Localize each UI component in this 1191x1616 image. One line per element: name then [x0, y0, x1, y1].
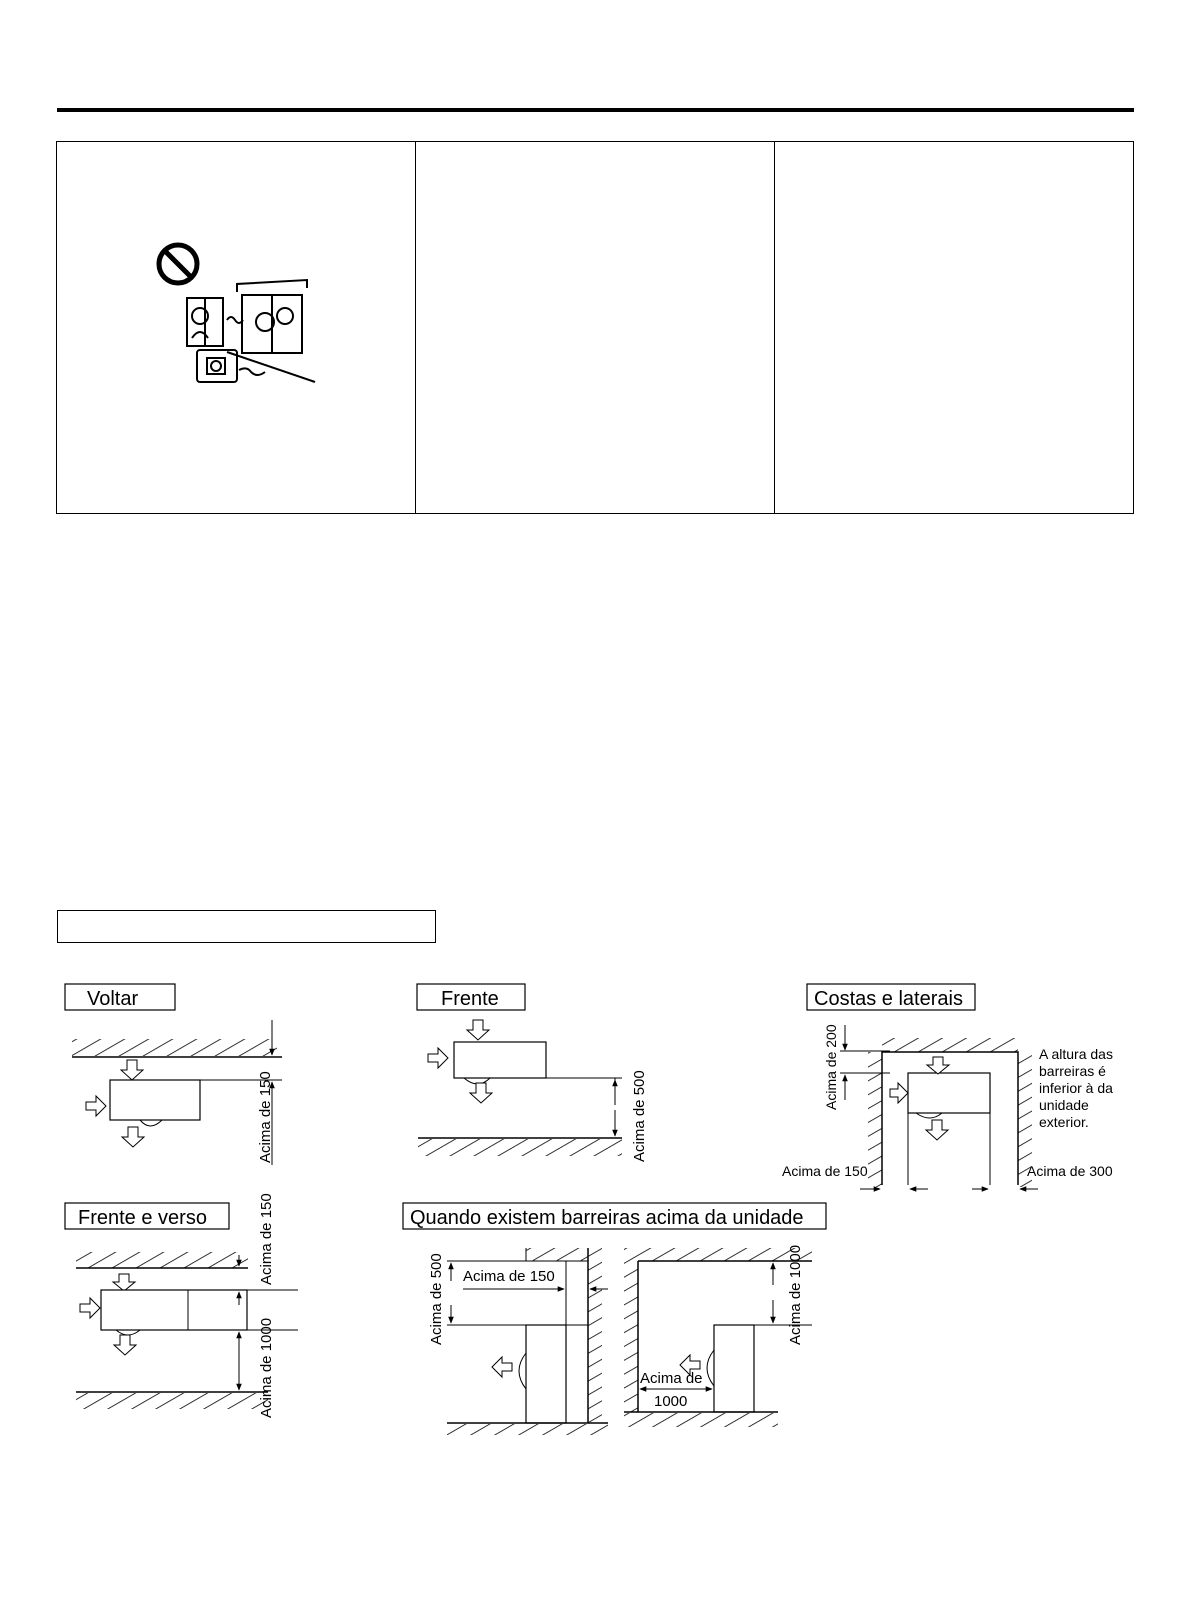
front-back-outdoor-unit [101, 1290, 247, 1330]
back-outdoor-unit [110, 1080, 200, 1120]
back-sides-title: Costas e laterais [814, 988, 963, 1010]
back-sides-note: A altura das barreiras é inferior à da unidade exterior. [1039, 1046, 1113, 1130]
barriers-right-clearance-front-2: 1000 [654, 1393, 688, 1410]
diagram-barriers-above [403, 1203, 826, 1435]
back-sides-airflow-down-icon [927, 1057, 949, 1074]
diagram-back-and-sides [782, 984, 1117, 1189]
airflow-down-icon [121, 1060, 143, 1080]
barriers-left-outdoor-unit [526, 1325, 566, 1423]
back-sides-airflow-out-icon [926, 1120, 948, 1140]
front-back-title: Frente e verso [78, 1207, 207, 1229]
warning-cell-3 [774, 142, 1133, 513]
front-airflow-in-icon [428, 1048, 448, 1068]
barriers-left-clearance-height: Acima de 500 [428, 1253, 445, 1345]
back-sides-clearance-left: Acima de 150 [782, 1163, 868, 1179]
barriers-right-clearance-front-1: Acima de [640, 1370, 703, 1387]
prohibition-icon [159, 245, 197, 283]
barriers-left-clearance-wall: Acima de 150 [463, 1268, 555, 1285]
barriers-right-clearance-height: Acima de 1000 [787, 1244, 804, 1345]
airflow-in-icon [86, 1096, 106, 1116]
front-airflow-out-icon [470, 1083, 492, 1103]
neighbor-window-icon [187, 280, 315, 382]
airflow-out-icon [122, 1127, 144, 1147]
back-sides-airflow-in-icon [890, 1083, 908, 1103]
front-back-clearance-top: Acima de 150 [258, 1193, 275, 1285]
front-clearance: Acima de 500 [631, 1070, 648, 1162]
diagram-front-and-back [65, 1193, 298, 1418]
back-sides-clearance-top: Acima de 200 [823, 1024, 839, 1110]
barriers-left-airflow-icon [492, 1357, 512, 1377]
front-back-clearance-bottom: Acima de 1000 [258, 1317, 275, 1418]
front-back-airflow-down-icon [113, 1274, 135, 1291]
front-outdoor-unit [454, 1042, 546, 1078]
no-noise-illustration [147, 240, 347, 410]
barriers-title: Quando existem barreiras acima da unidade [410, 1207, 804, 1229]
diagram-back [65, 984, 282, 1165]
back-clearance-top: Acima de 150 [257, 1071, 274, 1163]
front-back-airflow-in-icon [80, 1298, 100, 1318]
front-title: Frente [441, 988, 499, 1010]
front-airflow-down-icon [467, 1020, 489, 1040]
warning-cell-2 [415, 142, 774, 513]
back-title: Voltar [87, 988, 139, 1010]
header-rule [57, 108, 1134, 112]
barriers-right [624, 1245, 812, 1427]
back-sides-outdoor-unit [908, 1073, 990, 1113]
barriers-right-outdoor-unit [714, 1325, 754, 1412]
section-heading-box [57, 910, 436, 943]
barriers-left [428, 1248, 608, 1435]
warning-cell-1 [57, 142, 415, 513]
warning-table [56, 141, 1134, 514]
diagram-front [417, 984, 648, 1162]
back-sides-clearance-right: Acima de 300 [1027, 1163, 1113, 1179]
clearance-diagram [60, 965, 1140, 1435]
front-back-airflow-out-icon [114, 1335, 136, 1355]
